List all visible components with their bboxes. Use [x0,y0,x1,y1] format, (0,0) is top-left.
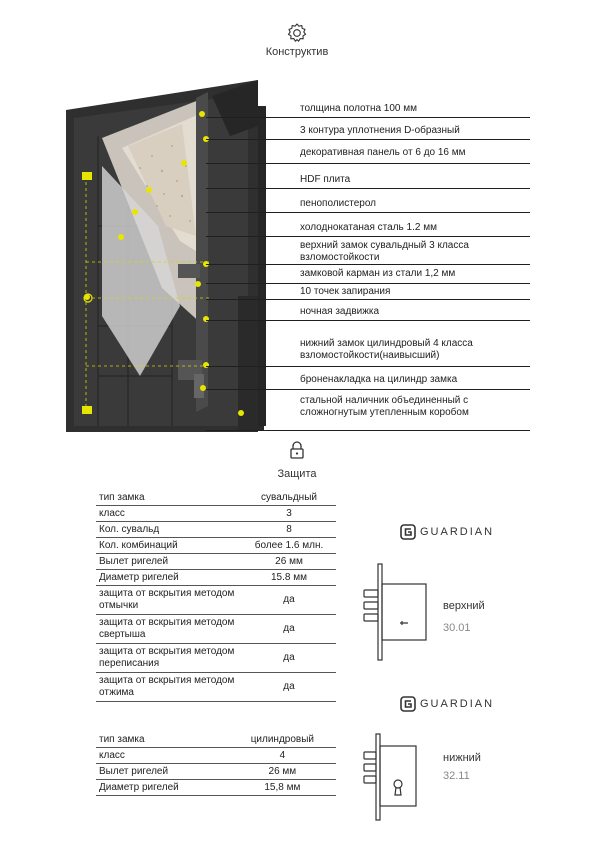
spec-row [96,748,336,764]
door-cutaway-illustration [62,76,274,436]
callout-label: толщина полотна 100 мм [300,103,418,114]
spec-label: Кол. сувальд [96,522,242,538]
callout-dot [146,187,152,193]
callout-line [206,264,530,265]
spec-value: сувальдный [242,490,336,506]
callout-dot [238,410,244,416]
spec-label: тип замка [96,490,242,506]
spec-label: класс [96,506,242,522]
spec-value: 15,8 мм [229,780,336,796]
spec-label: защита от вскрытия методом свертыша [96,615,242,644]
lower-lock-drawing [360,732,420,822]
callout-dot [132,209,138,215]
padlock-icon [289,440,305,460]
callout-line [206,236,530,237]
lower-lock-spec-table [96,732,336,796]
spec-label: тип замка [96,732,229,748]
callout-label: HDF плита [300,174,351,185]
callout-dot [195,281,201,287]
spec-value: 8 [242,522,336,538]
spec-label: Кол. комбинаций [96,538,242,554]
spec-label: Вылет ригелей [96,554,242,570]
spec-row [96,506,336,522]
callout-dot [203,316,209,322]
spec-label: защита от вскрытия методом переписания [96,644,242,673]
callout-line [206,283,530,284]
spec-value: 4 [229,748,336,764]
callout-label: 3 контура уплотнения D-образный [300,125,460,136]
callout-label: нижний замок цилиндровый 4 класса взломостойкости(наивысший) [300,338,473,361]
section-title-protection: Защита [277,468,317,480]
callout-line [206,163,530,164]
spec-label: Вылет ригелей [96,764,229,780]
callout-label: декоративная панель от 6 до 16 мм [300,147,466,158]
callout-line [206,320,530,321]
spec-row [96,644,336,673]
spec-value: да [242,586,336,615]
spec-row [96,615,336,644]
spec-value: 3 [242,506,336,522]
callout-label: 10 точек запирания [300,286,391,297]
spec-row [96,570,336,586]
spec-value: да [242,615,336,644]
spec-row [96,586,336,615]
spec-row [96,522,336,538]
spec-value: 15.8 мм [242,570,336,586]
spec-label: класс [96,748,229,764]
spec-row [96,538,336,554]
spec-row [96,764,336,780]
spec-value: да [242,673,336,702]
spec-value: 26 мм [242,554,336,570]
spec-label: защита от вскрытия методом отмычки [96,586,242,615]
spec-value: более 1.6 млн. [242,538,336,554]
callout-line [206,430,530,431]
callout-line [206,299,530,300]
spec-label: Диаметр ригелей [96,570,242,586]
guardian-logo-icon [400,524,416,540]
lower-lock-model: 32.11 [443,770,470,782]
brand-name: GUARDIAN [420,526,495,538]
callout-line [206,117,530,118]
spec-label: защита от вскрытия методом отжима [96,673,242,702]
guardian-logo-icon [400,696,416,712]
gear-icon [286,22,308,44]
upper-lock-drawing [358,562,428,662]
callout-label: броненакладка на цилиндр замка [300,374,458,385]
callout-label: холоднокатаная сталь 1.2 мм [300,222,437,233]
brand-name: GUARDIAN [420,698,495,710]
spec-row [96,554,336,570]
callout-label: верхний замок сувальдный 3 класса взломостойкости [300,240,469,263]
spec-value: 26 мм [229,764,336,780]
spec-label: Диаметр ригелей [96,780,229,796]
upper-lock-model: 30.01 [443,622,471,634]
callout-line [206,366,530,367]
upper-lock-spec-table [96,490,336,702]
spec-row [96,673,336,702]
callout-dot [181,160,187,166]
spec-value: цилиндровый [229,732,336,748]
spec-value: да [242,644,336,673]
callout-dot [199,111,205,117]
callout-dot [203,362,209,368]
callout-line [206,389,530,390]
callout-label: стальной наличник объединенный с сложногнутым утепленным коробом [300,395,469,418]
callout-label: замковой карман из стали 1,2 мм [300,268,456,279]
callout-line [206,212,530,213]
callout-label: ночная задвижка [300,306,380,317]
spec-row [96,490,336,506]
callout-line [206,188,530,189]
callout-line [206,139,530,140]
callout-dot [200,385,206,391]
callout-dot [84,294,90,300]
lower-lock-name: нижний [443,752,481,764]
spec-row [96,780,336,796]
callout-dot [118,234,124,240]
callout-label: пенополистерол [300,198,377,209]
section-title-construct: Конструктив [265,46,329,58]
upper-lock-name: верхний [443,600,485,612]
spec-row [96,732,336,748]
